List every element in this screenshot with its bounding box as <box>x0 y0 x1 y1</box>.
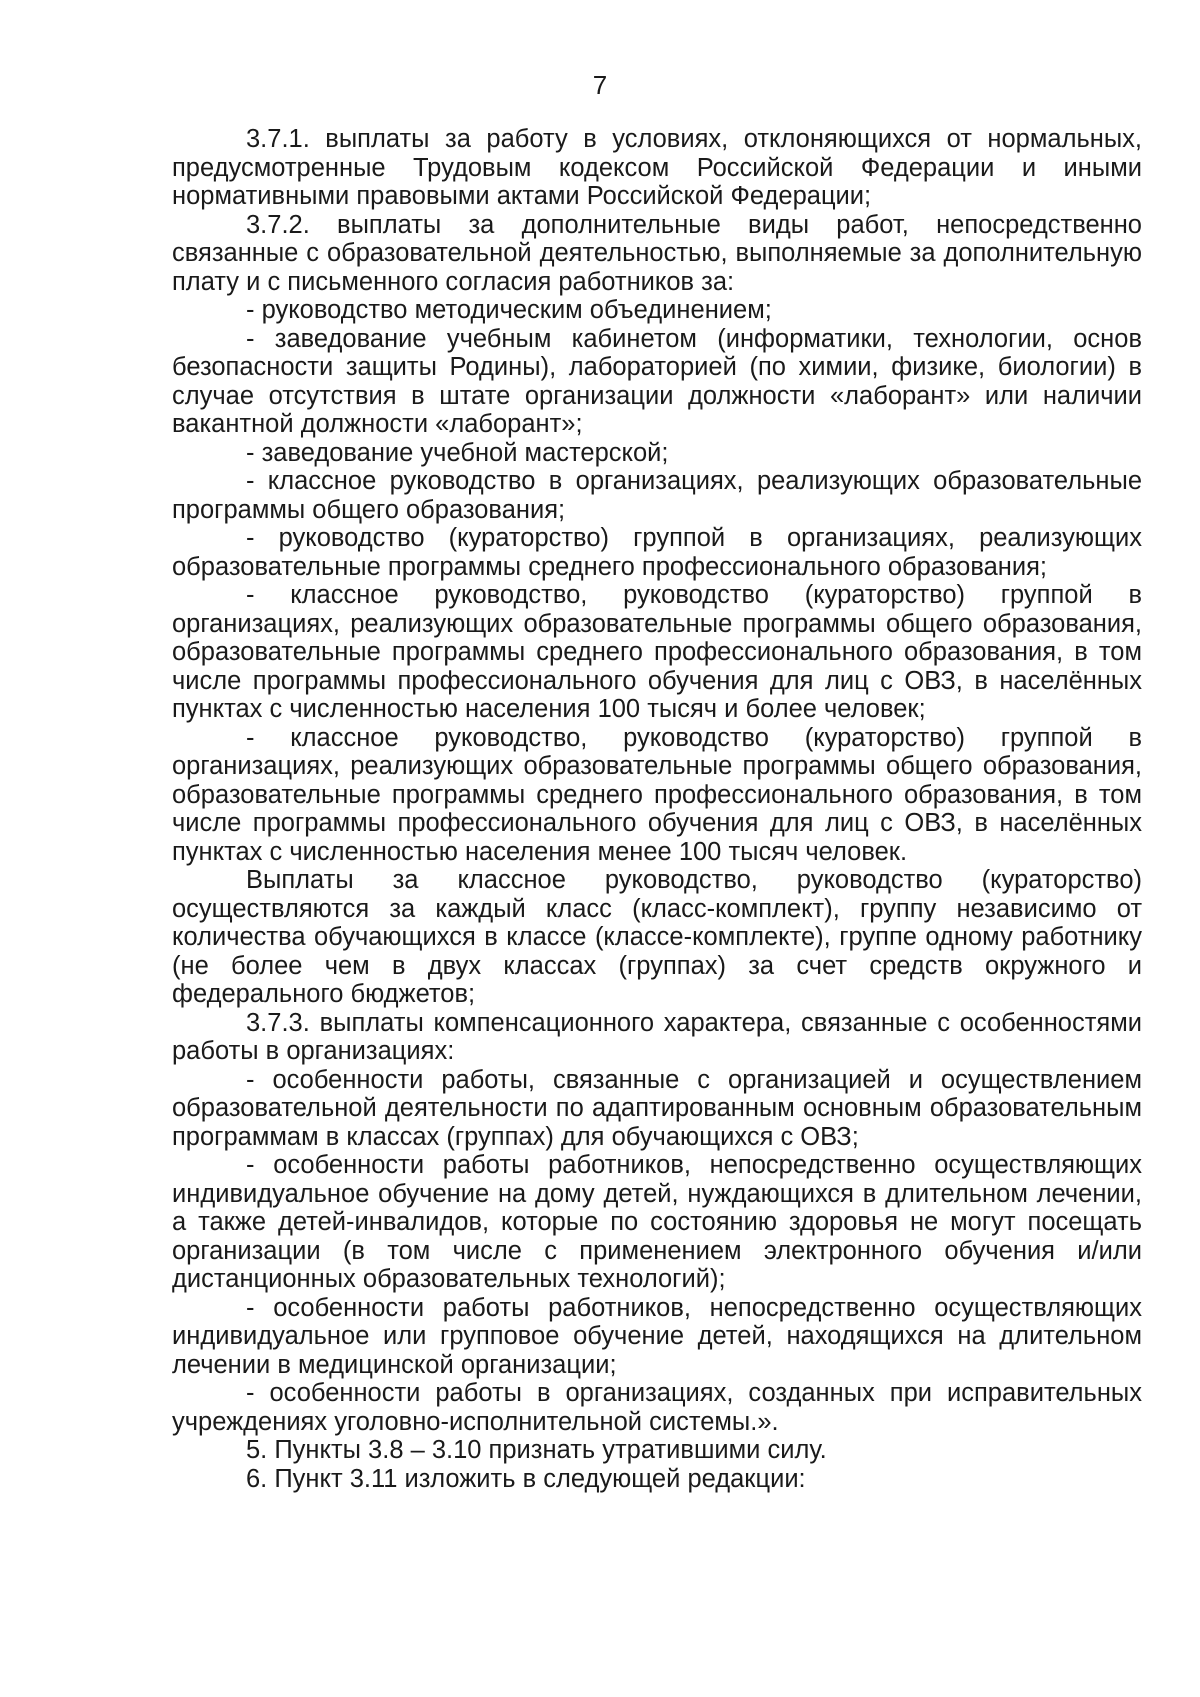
list-item: - руководство (кураторство) группой в организациях, реализующих образовательные программы среднего профессионального образования; <box>172 524 1142 581</box>
document-body <box>172 125 1142 1493</box>
paragraph-item-5: 5. Пункты 3.8 – 3.10 признать утратившими силу. <box>246 1436 827 1464</box>
paragraph-3-7-2: 3.7.2. выплаты за дополнительные виды работ, непосредственно связанные с образовательной деятельностью, выполняемые за дополнительную плату и с письменного согласия работников за: <box>172 210 1142 296</box>
list-item: - классное руководство, руководство (кураторство) группой в организациях, реализующих образовательные программы общего образования, образовательные программы среднего профессионального образования, в том числе программы профессионального обучения для лиц с ОВЗ, в населённых пунктах с численностью населения 100 тысяч и более человек; <box>172 581 1142 723</box>
list-item: - особенности работы в организациях, созданных при исправительных учреждениях уголовно-исполнительной системы.». <box>172 1379 1142 1436</box>
list-item: - заведование учебной мастерской; <box>246 438 669 467</box>
paragraph-item-6: 6. Пункт 3.11 изложить в следующей редакции: <box>246 1464 806 1493</box>
list-item: - классное руководство, руководство (кураторство) группой в организациях, реализующих образовательные программы общего образования, образовательные программы среднего профессионального образования, в том числе программы профессионального обучения для лиц с ОВЗ, в населённых пунктах с численностью населения менее 100 тысяч человек. <box>172 723 1142 866</box>
list-item: - особенности работы, связанные с организацией и осуществлением образовательной деятельности по адаптированным основным образовательным программам в классах (группах) для обучающихся с ОВЗ; <box>172 1065 1142 1151</box>
list-item: - заведование учебным кабинетом (информатики, технологии, основ безопасности защиты Родины), лабораторией (по химии, физике, биологии) в случае отсутствия в штате организации должности «лаборант» или наличии вакантной должности «лаборант»; <box>172 324 1142 438</box>
list-item: - руководство методическим объединением; <box>246 296 772 324</box>
page-number: 7 <box>592 70 608 100</box>
list-item: - особенности работы работников, непосредственно осуществляющих индивидуальное или групповое обучение детей, находящихся на длительном лечении в медицинской организации; <box>172 1293 1142 1379</box>
paragraph-3-7-1: 3.7.1. выплаты за работу в условиях, отклоняющихся от нормальных, предусмотренные Трудовым кодексом Российской Федерации и иными нормативными правовыми актами Российской Федерации; <box>172 125 1142 210</box>
paragraph-payments-note: Выплаты за классное руководство, руководство (кураторство) осуществляются за каждый класс (класс-комплект), группу независимо от количества обучающихся в классе (классе-комплекте), группе одному работнику (не более чем в двух классах (группах) за счет средств окружного и федерального бюджетов; <box>172 866 1142 1008</box>
paragraph-3-7-3: 3.7.3. выплаты компенсационного характера, связанные с особенностями работы в организациях: <box>172 1008 1142 1065</box>
list-item: - классное руководство в организациях, реализующих образовательные программы общего образования; <box>172 467 1142 524</box>
list-item: - особенности работы работников, непосредственно осуществляющих индивидуальное обучение на дому детей, нуждающихся в длительном лечении, а также детей-инвалидов, которые по состоянию здоровья не могут посещать организации (в том числе с применением электронного обучения и/или дистанционных образовательных технологий); <box>172 1151 1142 1293</box>
